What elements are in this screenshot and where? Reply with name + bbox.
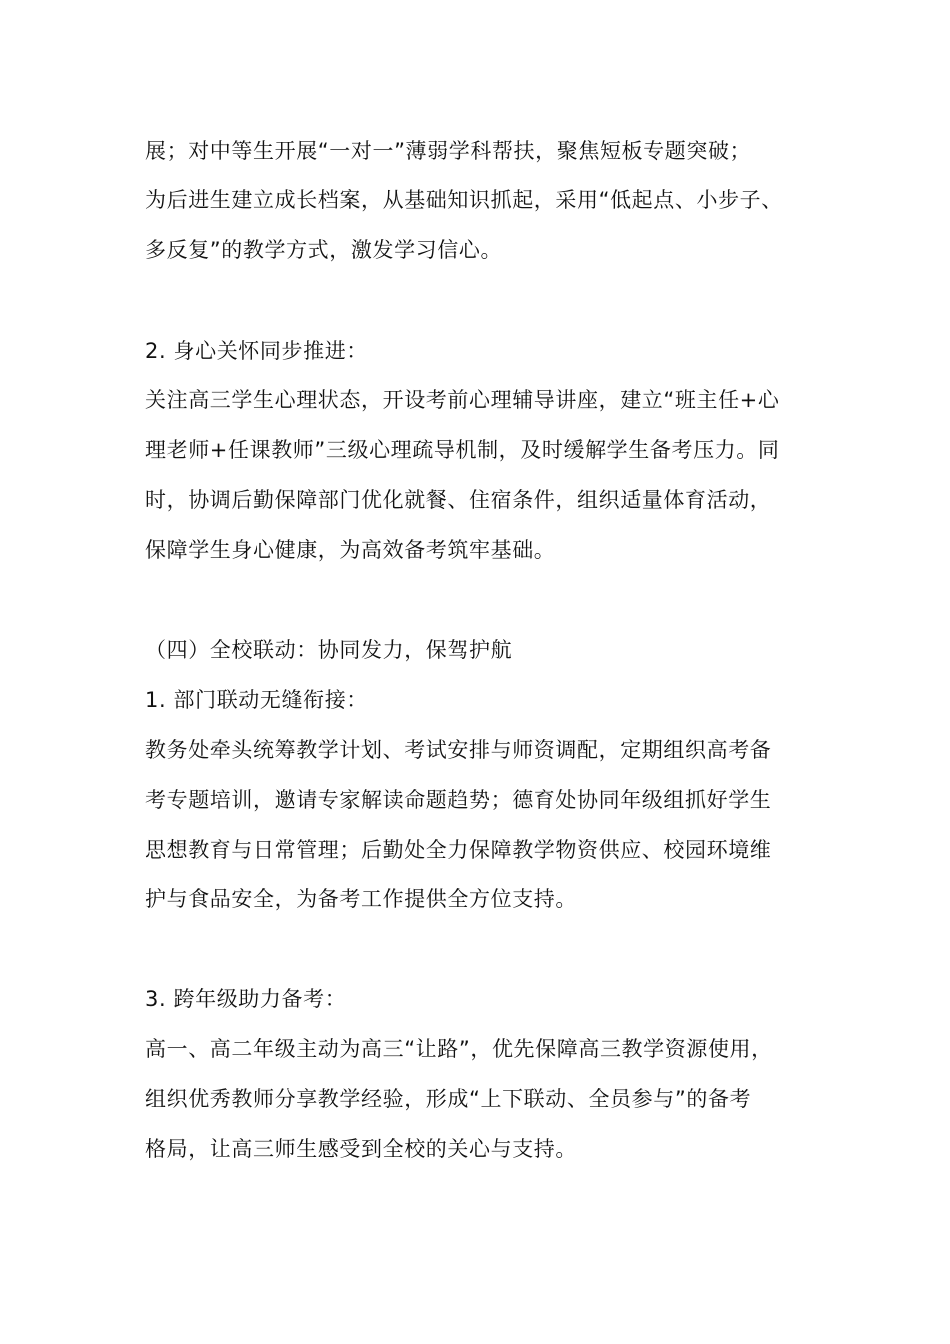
paragraph-line: 关注高三学生心理状态，开设考前心理辅导讲座，建立“班主任+心 xyxy=(145,388,780,412)
paragraph-line: 高一、高二年级主动为高三“让路”，优先保障高三教学资源使用， xyxy=(145,1037,773,1061)
paragraph-line: 护与食品安全，为备考工作提供全方位支持。 xyxy=(145,887,577,911)
section-heading: 3. 跨年级助力备考： xyxy=(145,987,347,1011)
chapter-heading: （四）全校联动：协同发力，保驾护航 xyxy=(145,638,513,662)
paragraph-line: 理老师+任课教师”三级心理疏导机制，及时缓解学生备考压力。同 xyxy=(145,438,780,462)
paragraph-line: 考专题培训，邀请专家解读命题趋势；德育处协同年级组抓好学生 xyxy=(145,788,772,812)
paragraph-line: 保障学生身心健康，为高效备考筑牢基础。 xyxy=(145,538,556,562)
section-heading: 1. 部门联动无缝衔接： xyxy=(145,688,368,712)
paragraph-line: 教务处牵头统筹教学计划、考试安排与师资调配，定期组织高考备 xyxy=(145,738,772,762)
paragraph-line: 思想教育与日常管理；后勤处全力保障教学物资供应、校园环境维 xyxy=(145,838,772,862)
paragraph-line: 时，协调后勤保障部门优化就餐、住宿条件，组织适量体育活动， xyxy=(145,488,772,512)
paragraph-line: 格局，让高三师生感受到全校的关心与支持。 xyxy=(145,1137,577,1161)
paragraph-line: 展；对中等生开展“一对一”薄弱学科帮扶，聚焦短板专题突破； xyxy=(145,139,752,163)
paragraph-line: 为后进生建立成长档案，从基础知识抓起，采用“低起点、小步子、 xyxy=(145,188,783,212)
paragraph-line: 多反复”的教学方式，激发学习信心。 xyxy=(145,238,503,262)
section-heading: 2. 身心关怀同步推进： xyxy=(145,339,368,363)
paragraph-line: 组织优秀教师分享教学经验，形成“上下联动、全员参与”的备考 xyxy=(145,1087,752,1111)
